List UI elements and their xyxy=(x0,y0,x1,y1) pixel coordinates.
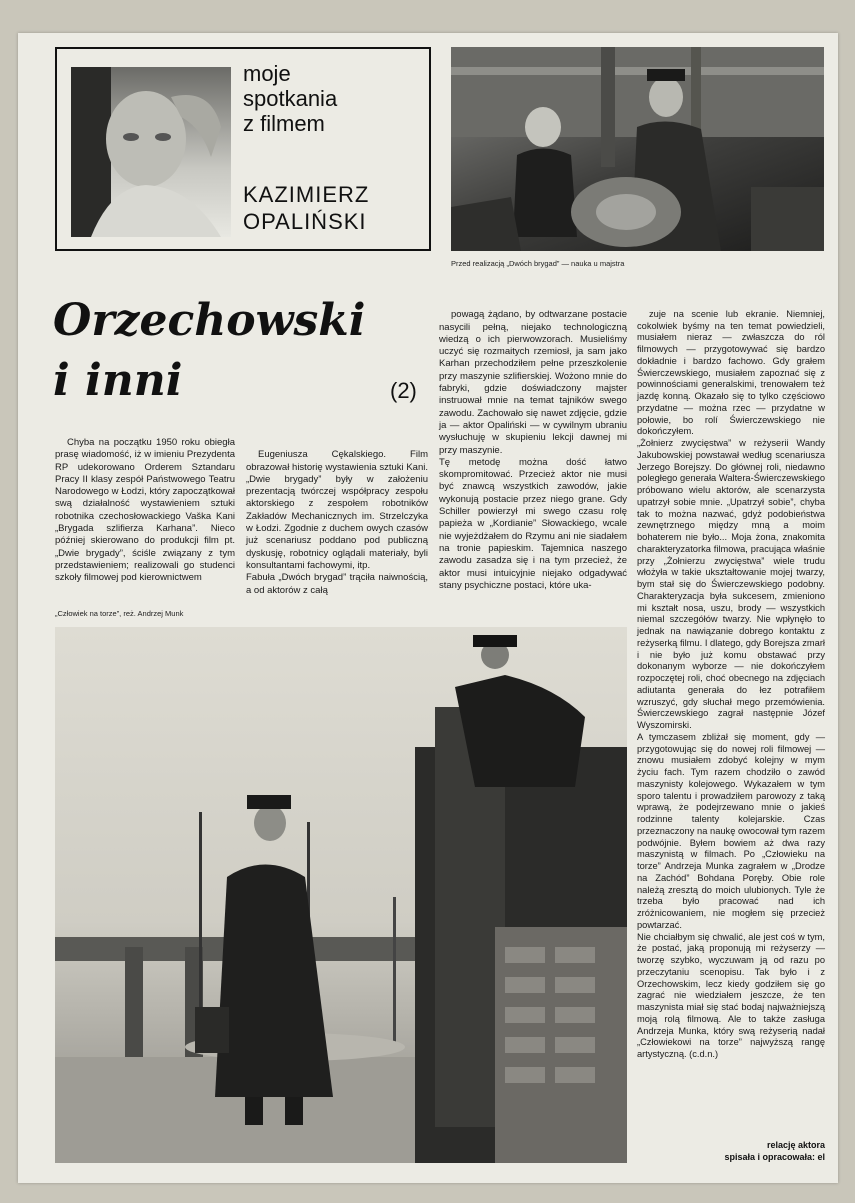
author-portrait-photo xyxy=(71,67,231,237)
column-2-text: Eugeniusza Cękalskiego. Film obrazował historię wystawienia sztuki Kani. „Dwie brygady” były w założeniu prezentacją twórczej współpracy zespołu aktorskiego z zespołem robotników Zakładów Mechanicznych im. Strzelczyka w Łodzi. Zgodnie z duchem owych czasów już scenariusz poddano pod publiczną dyskusję, robotnicy oglądali materiały, byli konsultantami fachowymi, itp. Fabuła „Dwóch brygad” trąciła naiwnością, a od aktorów z całą xyxy=(246,449,428,596)
top-photo-caption: Przed realizacją „Dwóch brygad” — nauka u majstra xyxy=(451,259,625,268)
article-column-3 xyxy=(439,297,627,604)
railway-film-still-photo xyxy=(55,627,627,1163)
article-column-2 xyxy=(246,437,428,609)
header-box xyxy=(55,47,431,251)
column-3-text: powagą żądano, by odtwarzane postacie nasycili pełną, niejako technologiczną wiedzą o ich pierwowzorach. Musieliśmy uczyć się rozmaitych rzemiosł, ja sam jako Karhan przechodziłem pełne przeszkolenie przy maszynie szlifierskiej. Wożono mnie do fabryki, gdzie doświadczony majster instruował mnie na temat tajników swego zawodu. Zachowało się nawet zdjęcie, gdzie ja — aktor Opaliński — w cywilnym ubraniu wysłuchuję w skupieniu lekcji dawnej mi przy maszynie. Tę metodę można dość łatwo skompromitować. Przecież aktor nie musi być znawcą wszystkich zawodów, jakie wykonują postacie przez niego grane. Gdy Schiller powierzył mi swego czasu rolę papieża w „Kordianie” Słowackiego, wcale nie wyjeżdżałem do Rzymu ani nie siadałem na tronie papieskim. Tajemnica naszego zawodu zasadza się i na tym przecież, że aktor musi intuicyjnie niejako odgadywać stany psychiczne postaci, które uka- xyxy=(439,309,627,591)
series-title: moje spotkania z filmem xyxy=(243,61,338,136)
main-photo-caption: „Człowiek na torze”, reż. Andrzej Munk xyxy=(55,609,184,618)
column-1-text: Chyba na początku 1950 roku obiegła prasę wiadomość, iż w imieniu Prezydenta RP udekorowano Orderem Sztandaru Pracy II klasy zespół Państwowego Teatru Narodowego w Łodzi, który zapoczątkował swą działalność wystawieniem sztuki robotnika czechosłowackiego Vaška Kani „Brygada szlifierza Karhana”. Nieco później skierowano do produkcji film pt. „Dwie brygady”, ściśle związany z tym przedstawieniem; realizowali go studenci szkoły filmowej pod kierownictwem xyxy=(55,437,235,584)
article-signature: relację aktora spisała i opracowała: el xyxy=(724,1140,825,1162)
workshop-photo xyxy=(451,47,824,251)
column-4-text: zuje na scenie lub ekranie. Niemniej, cokolwiek byśmy na ten temat powiedzieli, musiałem nieraz — zwłaszcza do ról filmowych — przygotowywać się bardzo dokładnie i bardzo fachowo. Gdy grałem Świerczewskiego, musiałem zapoznać się z powinnościami generalskimi, trenowałem też jazdę konną. Okazało się to tylko częściowo przydatne — można rzec — przydatne w połowie, bo rolí Świerczewskiego nie dokończyłem. „Żołnierz zwycięstwa” w reżyserii Wandy Jakubowskiej powstawał według scenariusza Jerzego Borejszy. Do głównej roli, niedawno poległego generała Waltera-Świerczewskiego próbowano wielu aktorów, ale scenarzysta upatrzył sobie mnie. „Upatrzył sobie”, chyba tak to można nazwać, gdyż podobieństwa zewnętrznego między mną a moim bohaterem nie było... Moja żona, znakomita charakteryzatorka filmowa, pracująca właśnie przy „Żołnierzu zwycięstwa” wiele trudu włożyła w takie ukształtowanie mojej twarzy, bym stał się do Świerczewskiego podobny. Charakteryzacja była sukcesem, zmieniono mi kształt nosa, uszu, brody — wszystkich niemal szczegółów twarzy. Nie wpłynęło to jednak na nawiązanie dobrego kontaktu z reżyserką filmu. I dlatego, gdy Borejsza zmarł i nie było już komu obstawać przy dokonanym wyborze — nie dokończyłem rozpoczętej roli, choć obecnego na zdjęciach adiutanta generała do łez potrafiłem wzruszyć, gdy słuchał mego przemówienia. Świerczewskiego zagrał następnie Józef Wyszomirski. A tymczasem zbliżał się moment, gdy — przygotowując się do nowej roli filmowej — znowu musiałem zdobyć kolejny w mym życiu fach. Tym razem chodziło o zawód maszynisty kolejowego. Wykazałem w tym sporo talentu i prowadziłem parowozy z taką wprawą, że podejrzewano mnie o jakieś rodzinne talenty kolejarskie. Czas przeznaczony na naukę owocował tym razem podwójnie. Byłem bowiem aż dwa razy maszynistą w filmach. Po „Człowieku na torze” Andrzeja Munka zagrałem w „Drodze na Zachód” Bohdana Poręby. Obie role należą zresztą do moich ulubionych. Tyle że trzeba było pracować nad ich zróżnicowaniem, nie mogłem się przecież powtarzać. Nie chciałbym się chwalić, ale jest coś w tym, że postać, jaką proponują mi reżyserzy — tworzę szybko, wyczuwam ją od razu po przeczytaniu scenopisu. Tak było i z Orzechowskim, lecz kiedy godziłem się go zagrać nie wiedziałem jeszcze, że ten maszynista miał się stać bodaj najważniejszą moją rolą filmową. Ale to także zasługa Andrzeja Munka, który swą reżyserią nadał „Człowiekowi na torze” najwyższą rangę artystyczną. (c.d.n.) xyxy=(637,308,825,1059)
magazine-page xyxy=(18,33,838,1183)
author-name: KAZIMIERZ OPALIŃSKI xyxy=(243,182,370,234)
article-column-1 xyxy=(55,437,235,585)
article-headline: Orzechowski i inni xyxy=(53,295,366,406)
article-column-4 xyxy=(637,297,825,1073)
article-part-number: (2) xyxy=(390,378,417,403)
